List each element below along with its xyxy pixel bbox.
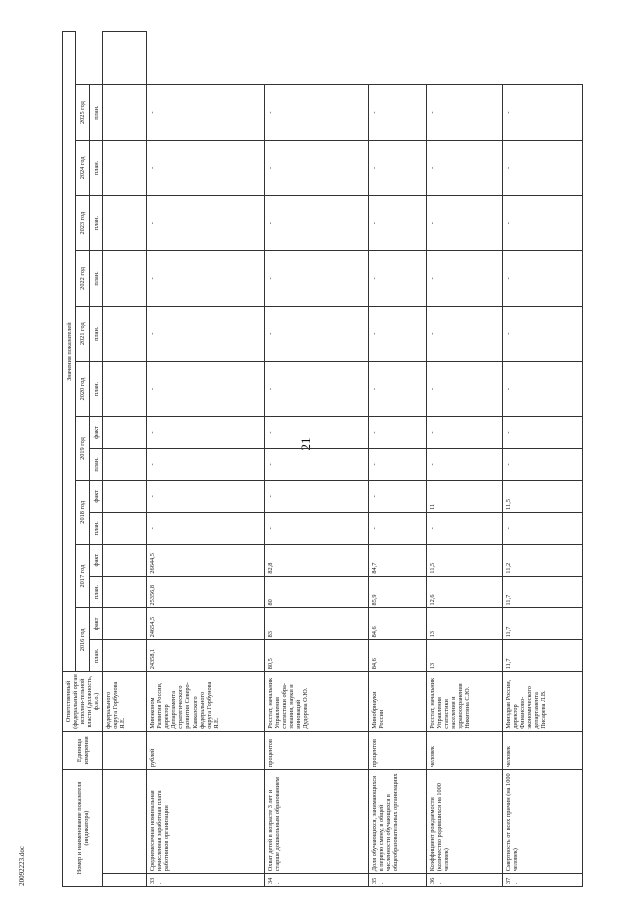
- unit-cell: процентов: [369, 731, 427, 769]
- table-row: [369, 32, 427, 887]
- header-fact: факт: [89, 480, 102, 512]
- header-plan: план.: [89, 140, 102, 195]
- value-cell: -: [503, 306, 583, 361]
- value-cell: -: [147, 449, 265, 481]
- value-cell: -: [147, 85, 265, 140]
- value-cell: -: [427, 417, 503, 449]
- value-cell: -: [427, 85, 503, 140]
- cell: [103, 731, 147, 769]
- footer-filename: 20092223.doc: [18, 846, 26, 886]
- value-cell: 11,7: [503, 640, 583, 672]
- header-plan: план.: [89, 576, 102, 608]
- indicator-name: Среднемесячная номинальная начисленная заработная плата работников организации: [147, 770, 265, 874]
- header-plan: план.: [89, 306, 102, 361]
- value-cell: 24654,5: [147, 608, 265, 640]
- value-cell: -: [427, 251, 503, 306]
- cell: [103, 85, 147, 140]
- header-plan: план.: [89, 512, 102, 544]
- value-cell: 84,7: [369, 544, 427, 576]
- header-plan: план.: [89, 449, 102, 481]
- value-cell: -: [265, 449, 369, 481]
- value-cell: 11,5: [503, 480, 583, 512]
- value-cell: 11,7: [503, 576, 583, 608]
- cell: [103, 361, 147, 416]
- header-fact: факт: [89, 608, 102, 640]
- value-cell: 25356,8: [147, 576, 265, 608]
- row-number: 34.: [265, 874, 369, 887]
- value-cell: -: [265, 85, 369, 140]
- row-number: 36.: [427, 874, 503, 887]
- page-number: 21: [298, 437, 313, 451]
- table-row: [503, 32, 583, 887]
- header-unit: Единица измерения: [63, 731, 103, 769]
- value-cell: -: [369, 196, 427, 251]
- unit-cell: человек: [503, 731, 583, 769]
- value-cell: 83: [265, 608, 369, 640]
- header-year-2024: 2024 год: [76, 140, 89, 195]
- cell: [103, 608, 147, 640]
- header-fact: факт: [89, 544, 102, 576]
- header-year-2018: 2018 год: [76, 480, 89, 544]
- cell: [103, 576, 147, 608]
- value-cell: -: [265, 196, 369, 251]
- table-row: [427, 32, 503, 887]
- value-cell: -: [147, 196, 265, 251]
- cell: [103, 306, 147, 361]
- cell: [103, 544, 147, 576]
- header-year-2019: 2019 год: [76, 417, 89, 481]
- value-cell: -: [265, 480, 369, 512]
- cell: [103, 480, 147, 512]
- responsible-cell: Росстат, начальник Управления статистики населения и здравоохранения Никитина С.Ю.: [427, 672, 503, 732]
- table-row: [265, 32, 369, 887]
- indicator-table: [62, 31, 583, 887]
- value-cell: -: [265, 417, 369, 449]
- cell: [103, 251, 147, 306]
- value-cell: -: [369, 449, 427, 481]
- value-cell: 84,6: [369, 608, 427, 640]
- value-cell: 85,9: [369, 576, 427, 608]
- header-fact: факт: [89, 417, 102, 449]
- value-cell: -: [503, 449, 583, 481]
- header-values: Значения показателей: [63, 32, 76, 672]
- header-year-2017: 2017 год: [76, 544, 89, 608]
- value-cell: 13: [427, 640, 503, 672]
- row-number: 33.: [147, 874, 265, 887]
- indicator-name: Смертность от всех причин (на 1000 человек): [503, 770, 583, 874]
- cell: [103, 196, 147, 251]
- value-cell: -: [503, 85, 583, 140]
- cell: [103, 770, 147, 874]
- value-cell: -: [427, 196, 503, 251]
- header-plan: план.: [89, 640, 102, 672]
- header-year-2023: 2023 год: [76, 196, 89, 251]
- value-cell: -: [147, 417, 265, 449]
- row-number: 35.: [369, 874, 427, 887]
- cell: [103, 512, 147, 544]
- value-cell: -: [427, 449, 503, 481]
- indicator-name: Коэффициент рождаемости (количество родившихся на 1000 человек): [427, 770, 503, 874]
- cell: [103, 417, 147, 449]
- indicator-name: Доля обучающихся, занимающихся в первую смену, в общей численности обучающихся в общеобразовательных организациях: [369, 770, 427, 874]
- cell: [103, 449, 147, 481]
- value-cell: -: [147, 306, 265, 361]
- value-cell: -: [369, 85, 427, 140]
- responsible-cell: Росстат, начальник Управления статистики обра-зования, науки и инноваций Дудорова О.Ю.: [265, 672, 369, 732]
- value-cell: -: [147, 480, 265, 512]
- value-cell: -: [369, 251, 427, 306]
- table-row: [147, 32, 265, 887]
- value-cell: 80,5: [265, 640, 369, 672]
- value-cell: -: [265, 251, 369, 306]
- header-row-1: [63, 32, 76, 887]
- header-year-2025: 2025 год: [76, 85, 89, 140]
- value-cell: -: [369, 417, 427, 449]
- value-cell: -: [369, 480, 427, 512]
- header-plan: план.: [89, 85, 102, 140]
- value-cell: 84,6: [369, 640, 427, 672]
- value-cell: 82,8: [265, 544, 369, 576]
- value-cell: -: [147, 361, 265, 416]
- cell: [103, 140, 147, 195]
- header-indicator: Номер и наименование показателя (индикатора): [63, 770, 103, 887]
- row-number: 37.: [503, 874, 583, 887]
- value-cell: -: [427, 512, 503, 544]
- continuation-row: [103, 32, 147, 887]
- responsible-cell: Минэконом Развития России, директор Департамента стратегического развития Северо-Кавказского федерального округа Горбунова Я.Е.: [147, 672, 265, 732]
- cell: [103, 32, 147, 85]
- value-cell: 24358,1: [147, 640, 265, 672]
- value-cell: 11,2: [503, 544, 583, 576]
- value-cell: -: [369, 512, 427, 544]
- responsible-cell: Минздрав России, директор Финансово-экономического департамента Писарева Л.В.: [503, 672, 583, 732]
- value-cell: -: [147, 251, 265, 306]
- value-cell: 11,5: [427, 544, 503, 576]
- header-year-2021: 2021 год: [76, 306, 89, 361]
- unit-cell: процентов: [265, 731, 369, 769]
- value-cell: -: [147, 512, 265, 544]
- value-cell: -: [369, 140, 427, 195]
- value-cell: 13: [427, 608, 503, 640]
- header-plan: план.: [89, 196, 102, 251]
- value-cell: -: [503, 251, 583, 306]
- value-cell: 80: [265, 576, 369, 608]
- unit-cell: человек: [427, 731, 503, 769]
- header-responsible: Ответственный (федеральный орган исполни-тельной власти (должность, ф.и.о.): [63, 672, 103, 732]
- value-cell: -: [265, 361, 369, 416]
- unit-cell: рублей: [147, 731, 265, 769]
- cell: [103, 640, 147, 672]
- header-year-2020: 2020 год: [76, 361, 89, 416]
- value-cell: -: [503, 140, 583, 195]
- header-year-2016: 2016 год: [76, 608, 89, 672]
- header-year-2022: 2022 год: [76, 251, 89, 306]
- rotated-table-container: [62, 31, 572, 887]
- value-cell: -: [503, 361, 583, 416]
- value-cell: 26644,5: [147, 544, 265, 576]
- cell: [103, 874, 147, 887]
- value-cell: 12,6: [427, 576, 503, 608]
- header-plan: план.: [89, 361, 102, 416]
- value-cell: 11: [427, 480, 503, 512]
- value-cell: -: [427, 306, 503, 361]
- value-cell: -: [503, 196, 583, 251]
- value-cell: -: [265, 140, 369, 195]
- responsible-cell: Минобрнауки России: [369, 672, 427, 732]
- value-cell: -: [503, 512, 583, 544]
- value-cell: -: [147, 140, 265, 195]
- value-cell: -: [265, 512, 369, 544]
- value-cell: -: [369, 306, 427, 361]
- indicator-name: Охват детей в возрасте 3 лет и старше дошкольным образованием: [265, 770, 369, 874]
- value-cell: -: [427, 361, 503, 416]
- value-cell: 11,7: [503, 608, 583, 640]
- continuation-text: федерального округа Горбунова Я.Е.: [103, 672, 147, 732]
- value-cell: -: [369, 361, 427, 416]
- value-cell: -: [265, 306, 369, 361]
- value-cell: -: [427, 140, 503, 195]
- header-plan: план.: [89, 251, 102, 306]
- value-cell: -: [503, 417, 583, 449]
